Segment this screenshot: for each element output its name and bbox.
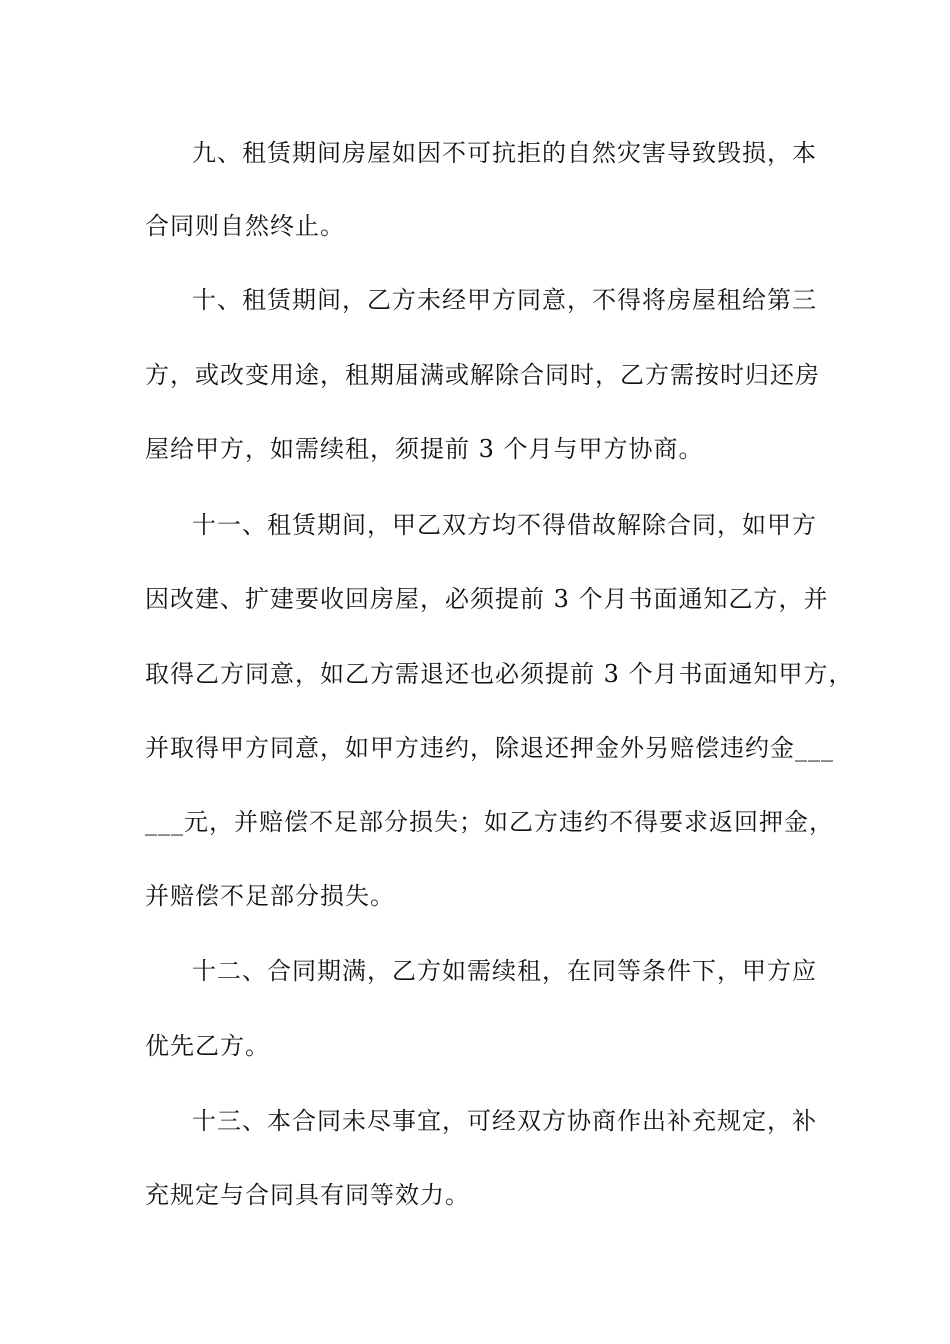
clause-10-line-2: 方，或改变用途，租期届满或解除合同时，乙方需按时归还房	[145, 361, 820, 389]
clause-13-line-2: 充规定与合同具有同等效力。	[145, 1181, 470, 1209]
clause-9-line-1: 九、租赁期间房屋如因不可抗拒的自然灾害导致毁损，本	[192, 139, 817, 167]
clause-9-line-2: 合同则自然终止。	[145, 212, 345, 240]
clause-13-line-1: 十三、本合同未尽事宜，可经双方协商作出补充规定，补	[192, 1107, 817, 1135]
clause-10-line-1: 十、租赁期间，乙方未经甲方同意，不得将房屋租给第三	[192, 286, 817, 314]
clause-11-line-6: 并赔偿不足部分损失。	[145, 882, 395, 910]
clause-12-line-2: 优先乙方。	[145, 1032, 270, 1060]
clause-11-line-1: 十一、租赁期间，甲乙双方均不得借故解除合同，如甲方	[192, 511, 817, 539]
clause-12-line-1: 十二、合同期满，乙方如需续租，在同等条件下，甲方应	[192, 957, 817, 985]
clause-11-line-2: 因改建、扩建要收回房屋，必须提前 3 个月书面通知乙方，并	[145, 585, 829, 613]
clause-11-line-3: 取得乙方同意，如乙方需退还也必须提前 3 个月书面通知甲方，	[145, 660, 854, 688]
clause-10-line-3: 屋给甲方，如需续租，须提前 3 个月与甲方协商。	[145, 435, 704, 463]
clause-11-line-5: ___元，并赔偿不足部分损失；如乙方违约不得要求返回押金，	[145, 808, 834, 836]
clause-11-line-4: 并取得甲方同意，如甲方违约，除退还押金外另赔偿违约金___	[145, 734, 834, 762]
